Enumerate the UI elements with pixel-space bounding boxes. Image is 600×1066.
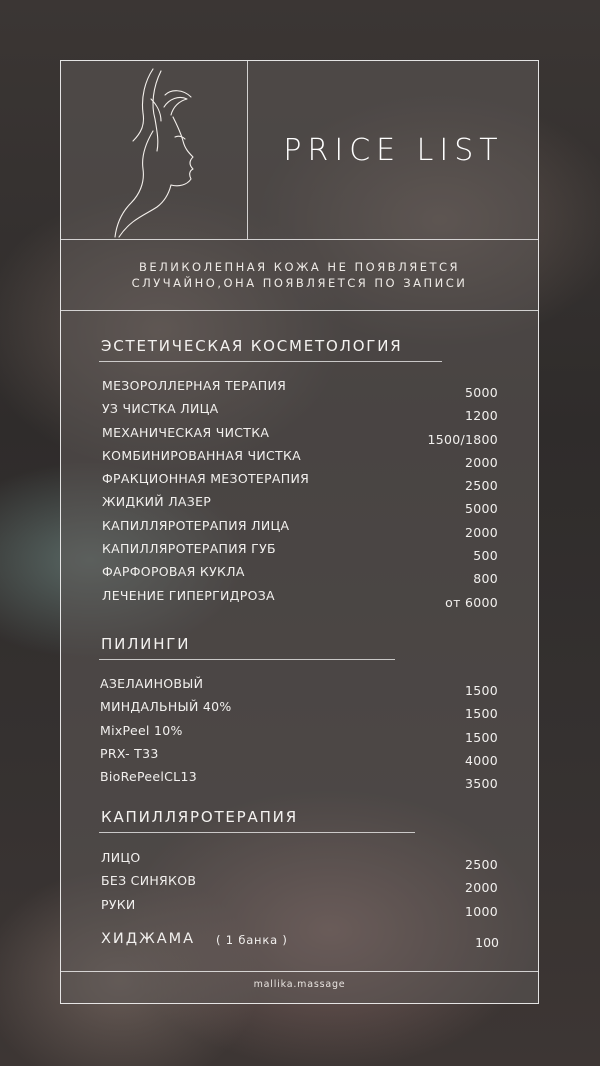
- service-name: ФРАКЦИОННАЯ МЕЗОТЕРАПИЯ: [102, 471, 310, 487]
- list-item: [102, 588, 498, 611]
- list-item: [100, 676, 498, 699]
- list-item: [102, 448, 498, 471]
- service-name: ЛЕЧЕНИЕ ГИПЕРГИДРОЗА: [102, 587, 275, 603]
- woman-face-line-art-icon: [61, 61, 247, 239]
- footer-divider: [61, 971, 538, 972]
- price-list-card: [60, 60, 539, 1004]
- service-name: MixPeel 10%: [100, 722, 183, 738]
- service-name: PRX- T33: [100, 745, 159, 761]
- service-price: 5000: [464, 501, 498, 517]
- service-price: 500: [473, 548, 498, 564]
- section-title-cosmetology: ЭСТЕТИЧЕСКАЯ КОСМЕТОЛОГИЯ: [101, 337, 403, 355]
- motto-banner: [61, 240, 538, 311]
- motto-line-1: ВЕЛИКОЛЕПНАЯ КОЖА НЕ ПОЯВЛЯЕТСЯ: [138, 260, 461, 274]
- service-price: 2500: [464, 857, 498, 872]
- service-price: 4000: [464, 752, 498, 768]
- capillary-list: [101, 850, 498, 920]
- service-name: КАПИЛЛЯРОТЕРАПИЯ ГУБ: [102, 541, 276, 557]
- service-price: 2000: [464, 454, 498, 470]
- service-name: ЛИЦО: [101, 850, 141, 865]
- list-item: [100, 723, 498, 746]
- service-price: 2000: [464, 880, 498, 896]
- service-name: АЗЕЛАИНОВЫЙ: [100, 676, 204, 691]
- list-item: [101, 897, 498, 920]
- cosmetology-list: [102, 378, 498, 611]
- list-item: [100, 769, 498, 792]
- service-price: 1000: [464, 903, 498, 919]
- service-name: МЕХАНИЧЕСКАЯ ЧИСТКА: [102, 424, 270, 440]
- header: [61, 61, 538, 240]
- list-item: [102, 541, 498, 564]
- service-price: 1500: [464, 729, 498, 745]
- service-name: КАПИЛЛЯРОТЕРАПИЯ ЛИЦА: [102, 517, 290, 533]
- service-price: 1500: [464, 683, 498, 698]
- service-price: 5000: [464, 385, 498, 400]
- list-item: [102, 564, 498, 587]
- service-price: 2500: [464, 478, 498, 494]
- list-item: [100, 699, 498, 722]
- list-item: [100, 746, 498, 769]
- section-divider: [99, 361, 442, 362]
- service-name: КОМБИНИРОВАННАЯ ЧИСТКА: [102, 447, 301, 463]
- list-item: [101, 850, 498, 873]
- service-name: МЕЗОРОЛЛЕРНАЯ ТЕРАПИЯ: [102, 378, 287, 393]
- service-price: 1200: [464, 408, 498, 424]
- list-item: [102, 401, 498, 424]
- service-name: ФАРФОРОВАЯ КУКЛА: [102, 564, 245, 580]
- footer-handle: mallika.massage: [253, 979, 346, 990]
- section-divider: [99, 832, 415, 833]
- page-title: PRICE LIST: [283, 132, 504, 168]
- service-price: 2000: [464, 524, 498, 540]
- service-name: УЗ ЧИСТКА ЛИЦА: [102, 401, 219, 417]
- service-price: 3500: [464, 776, 498, 792]
- section-title-capillary: КАПИЛЛЯРОТЕРАПИЯ: [101, 808, 298, 826]
- list-item: [102, 494, 498, 517]
- section-title-peels: ПИЛИНГИ: [101, 635, 191, 653]
- list-item: [102, 378, 498, 401]
- face-illustration-cell: [61, 61, 248, 239]
- service-price: 1500/1800: [427, 431, 498, 447]
- motto-line-2: СЛУЧАЙНО,ОНА ПОЯВЛЯЕТСЯ ПО ЗАПИСИ: [131, 276, 468, 290]
- service-price: 800: [473, 571, 498, 587]
- hijama-row: [101, 931, 499, 953]
- hijama-price: 100: [475, 935, 499, 950]
- service-name: ЖИДКИЙ ЛАЗЕР: [102, 494, 212, 510]
- service-name: РУКИ: [101, 896, 136, 912]
- service-name: БЕЗ СИНЯКОВ: [101, 873, 197, 889]
- service-name: BioRePeelCL13: [100, 769, 197, 785]
- service-price: 1500: [464, 706, 498, 722]
- list-item: [102, 471, 498, 494]
- section-divider: [99, 659, 395, 660]
- peels-list: [100, 676, 498, 792]
- service-price: от 6000: [445, 594, 498, 610]
- service-name: МИНДАЛЬНЫЙ 40%: [100, 699, 232, 715]
- hijama-note: ( 1 банка ): [216, 933, 288, 947]
- hijama-name: ХИДЖАМА: [101, 931, 196, 947]
- list-item: [102, 425, 498, 448]
- list-item: [102, 518, 498, 541]
- list-item: [101, 873, 498, 896]
